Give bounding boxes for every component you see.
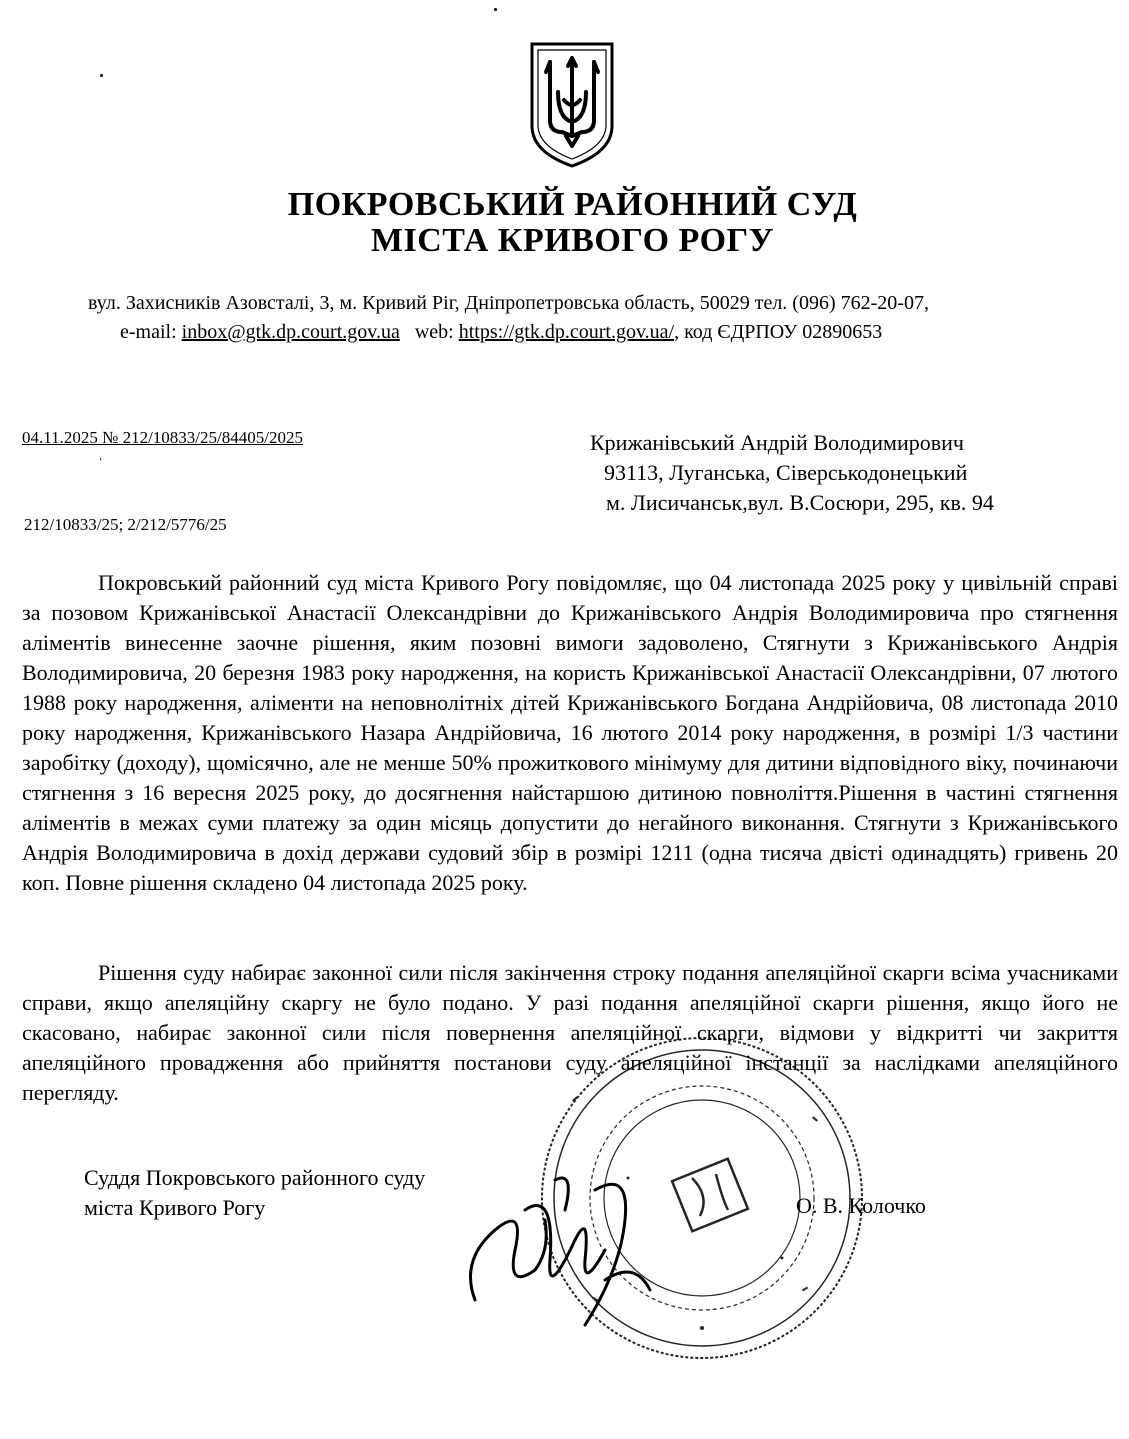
email-label: e-mail: (120, 321, 177, 343)
judge-title-line2: міста Кривого Рогу (84, 1195, 266, 1220)
body-paragraph-2: Рішення суду набирає законної сили після закінчення строку подання апеляційної скарги всіма учасниками справи, якщо апеляційну скаргу не було подано. У разі подання апеляційної скарги рішення, якщо його не скасовано, набирає законної сили після повернення апеляційної скарги, відмови у відкритті чи закриття апеляційного провадження або прийняття постанови суду апеляційної інстанції за наслідками апеляційного перегляду. (22, 960, 1118, 1105)
judge-title-block (84, 1163, 425, 1223)
body-paragraph-1: Покровський районний суд міста Кривого Рогу повідомляє, що 04 листопада 2025 року у цивільній справі за позовом Крижанівської Анастасії Олександрівни до Крижанівського Андрія Володимировича про стягнення аліментів винесенне заочне рішення, яким позовні вимоги задоволено, Стягнути з Крижанівського Андрія Володимировича, 20 березня 1983 року народження, на користь Крижанівської Анастасії Олександрівни, 07 лютого 1988 року народження, аліменти на неповнолітніх дітей Крижанівського Богдана Андрійовича, 08 листопада 2010 року народження, Крижанівського Назара Андрійовича, 16 лютого 2014 року народження, в розмірі 1/3 частини заробітку (доходу), щомісячно, але не менше 50% прожиткового мінімуму для дитини відповідного віку, починаючи стягнення з 16 вересня 2025 року, до досягнення найстаршою дитиною повноліття.Рішення в частині стягнення аліментів в межах суми платежу за один місяць допустити до негайного виконання. Стягнути з Крижанівського Андрія Володимировича в дохід держави судовий збір в розмірі 1211 (одна тисяча двісті одинадцять) гривень 20 коп. Повне рішення складено 04 листопада 2025 року. (22, 570, 1118, 895)
recipient-address-line2: м. Лисичанськ,вул. В.Сосюри, 295, кв. 94 (606, 490, 994, 515)
trident-emblem-icon (528, 40, 616, 170)
court-contacts (120, 321, 882, 344)
case-numbers: 212/10833/25; 2/212/5776/25 (24, 515, 227, 534)
judge-title-line1: Суддя Покровського районного суду (84, 1165, 426, 1190)
recipient-block (590, 428, 994, 518)
recipient-name: Крижанівський Андрій Володимирович (590, 430, 964, 455)
recipient-address-line1: 93113, Луганська, Сіверськодонецький (604, 460, 968, 485)
scan-speck (494, 8, 497, 11)
judge-name: О. В. Колочко (796, 1193, 926, 1218)
outgoing-reference: 04.11.2025 № 212/10833/25/84405/2025 (22, 428, 303, 447)
edrpou-code: , код ЄДРПОУ 02890653 (674, 321, 883, 343)
judge-signature-icon (455, 1150, 665, 1330)
web-label: web: (414, 321, 454, 343)
email-link[interactable]: inbox@gtk.dp.court.gov.ua (181, 321, 400, 343)
court-address: вул. Захисників Азовсталі, 3, м. Кривий Ріг, Дніпропетровська область, 50029 тел. (096) 762-20-07, (88, 292, 929, 314)
scan-mark: ˈ (98, 456, 104, 473)
web-link[interactable]: https://gtk.dp.court.gov.ua/ (458, 321, 675, 343)
scan-speck (100, 74, 103, 77)
court-title-line2: МІСТА КРИВОГО РОГУ (370, 222, 775, 259)
court-title-line1: ПОКРОВСЬКИЙ РАЙОННИЙ СУД (287, 186, 858, 223)
